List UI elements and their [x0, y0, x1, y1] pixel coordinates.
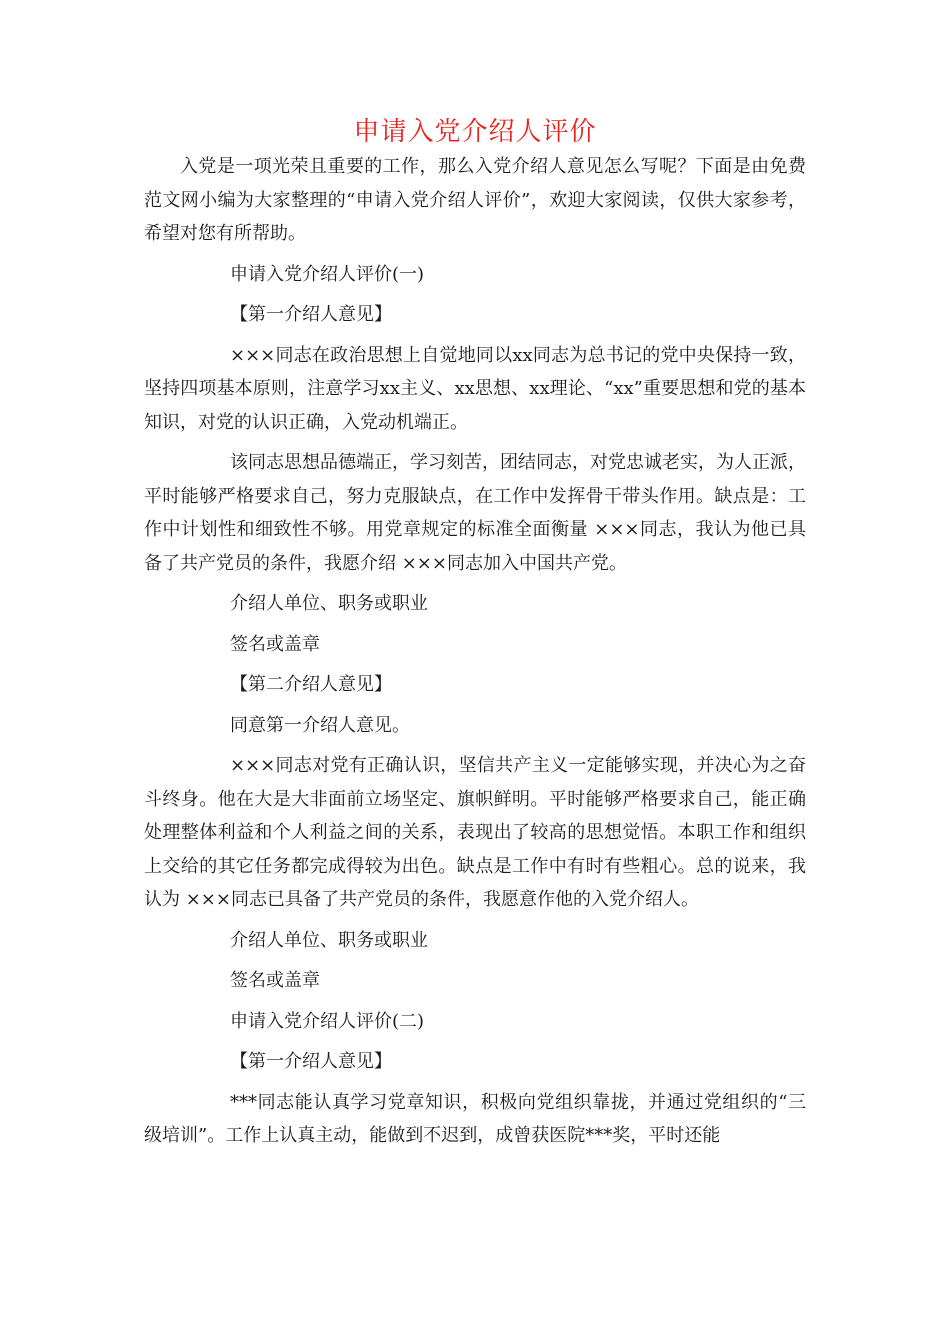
- body-paragraph: ***同志能认真学习党章知识，积极向党组织靠拢，并通过党组织的“三级培训”。工作上认真主动，能做到不迟到，成曾获医院***奖，平时还能: [144, 1091, 806, 1146]
- signature-line: 签名或盖章: [230, 970, 320, 991]
- body-paragraph: ×××同志在政治思想上自觉地同以xx同志为总书记的党中央保持一致，坚持四项基本原则，注意学习xx主义、xx思想、xx理论、“xx”重要思想和党的基本知识，对党的认识正确，入党动机端正。: [144, 344, 806, 433]
- introducer-unit-line: 介绍人单位、职务或职业: [230, 929, 428, 951]
- section-heading-2: 申请入党介绍人评价(二): [230, 1010, 425, 1032]
- agreement-line: 同意第一介绍人意见。: [230, 714, 410, 736]
- introducer-unit-line: 介绍人单位、职务或职业: [230, 593, 428, 614]
- section-heading-1: 申请入党介绍人评价(一): [230, 263, 425, 285]
- signature-line: 签名或盖章: [230, 633, 320, 655]
- first-introducer-heading: 【第一介绍人意见】: [230, 1051, 392, 1072]
- body-paragraph: 该同志思想品德端正，学习刻苦，团结同志，对党忠诚老实，为人正派，平时能够严格要求自己，努力克服缺点，在工作中发挥骨干带头作用。缺点是：工作中计划性和细致性不够。用党章规定的标准全面衡量 ×××同志，我认为他已具备了共产党员的条件，我愿介绍 ×××同志加入中国共产党。: [144, 452, 806, 574]
- intro-paragraph: 入党是一项光荣且重要的工作，那么入党介绍人意见怎么写呢？下面是由免费范文网小编为大家整理的“申请入党介绍人评价”，欢迎大家阅读，仅供大家参考，希望对您有所帮助。: [144, 156, 806, 244]
- first-introducer-heading: 【第一介绍人意见】: [230, 304, 392, 325]
- second-introducer-heading: 【第二介绍人意见】: [230, 674, 392, 695]
- body-paragraph: ×××同志对党有正确认识，坚信共产主义一定能够实现，并决心为之奋斗终身。他在大是大非面前立场坚定、旗帜鲜明。平时能够严格要求自己，能正确处理整体利益和个人利益之间的关系，表现出了较高的思想觉悟。本职工作和组织上交给的其它任务都完成得较为出色。缺点是工作中有时有些粗心。总的说来，我认为 ×××同志已具备了共产党员的条件，我愿意作他的入党介绍人。: [144, 755, 806, 910]
- document-body: [144, 150, 806, 1153]
- document-title: 申请入党介绍人评价: [353, 117, 597, 147]
